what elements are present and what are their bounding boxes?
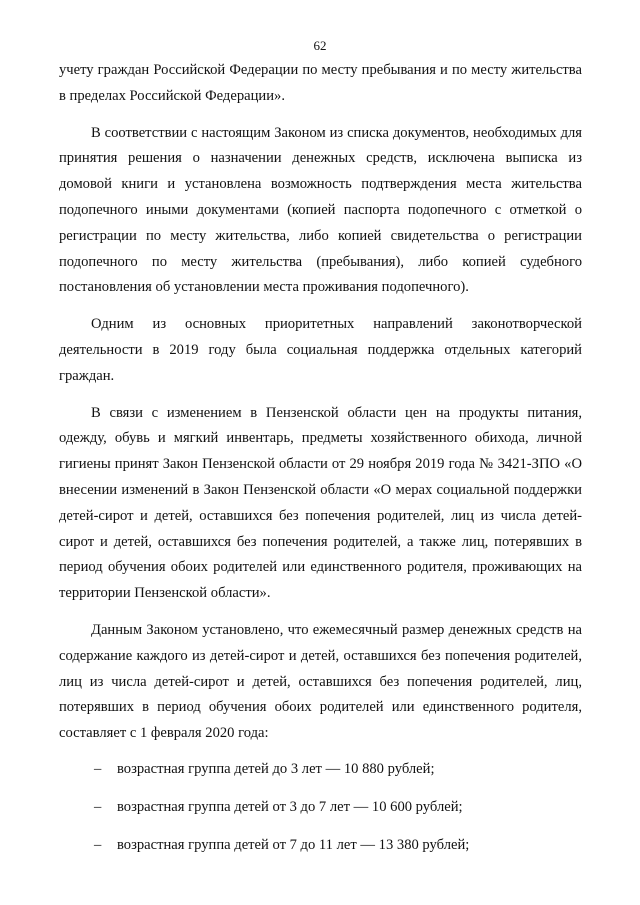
list-item xyxy=(59,833,582,859)
list-item-text: возрастная группа детей от 7 до 11 лет — 13 380 рублей; xyxy=(117,836,470,853)
age-group-list xyxy=(59,757,582,858)
list-item-text: возрастная группа детей до 3 лет — 10 880 рублей; xyxy=(117,760,435,777)
list-item-text: возрастная группа детей от 3 до 7 лет — 10 600 рублей; xyxy=(117,798,463,815)
dash-bullet: – xyxy=(94,836,102,853)
dash-bullet: – xyxy=(94,760,102,777)
page-number: 62 xyxy=(313,38,327,53)
document-body xyxy=(59,58,582,858)
list-item xyxy=(59,795,582,821)
list-item xyxy=(59,757,582,783)
paragraph: Данным Законом установлено, что ежемесячный размер денежных средств на содержание каждого из детей-сирот и детей, оставшихся без попечения родителей, лиц из числа детей-сирот и детей, оставшихся без попечения родителей, лиц, потерявших в период обучения обоих родителей или единственного родителя, составляет с 1 февраля 2020 года: xyxy=(59,621,582,742)
dash-bullet: – xyxy=(94,798,102,815)
paragraph: учету граждан Российской Федерации по месту пребывания и по месту жительства в пределах Российской Федерации». xyxy=(59,62,582,104)
paragraph: В связи с изменением в Пензенской области цен на продукты питания, одежду, обувь и мягкий инвентарь, предметы хозяйственного обихода, личной гигиены принят Закон Пензенской области от 29 ноября 2019 года № 3421-ЗПО «О внесении изменений в Закон Пензенской области «О мерах социальной поддержки детей-сирот и детей, оставшихся без попечения родителей, лиц из числа детей-сирот и детей, оставшихся без попечения родителей, а также лиц, потерявших в период обучения обоих родителей или единственного родителя, проживающих на территории Пензенской области». xyxy=(59,404,582,602)
paragraph: Одним из основных приоритетных направлений законотворческой деятельности в 2019 году была социальная поддержка отдельных категорий граждан. xyxy=(59,316,582,384)
paragraph: В соответствии с настоящим Законом из списка документов, необходимых для принятия решения о назначении денежных средств, исключена выписка из домовой книги и установлена возможность подтверждения места жительства подопечного иными документами (копией паспорта подопечного с отметкой о регистрации по месту жительства, либо копией свидетельства о регистрации подопечного по месту жительства (пребывания), либо копией судебного постановления об установлении места проживания подопечного). xyxy=(59,124,582,296)
